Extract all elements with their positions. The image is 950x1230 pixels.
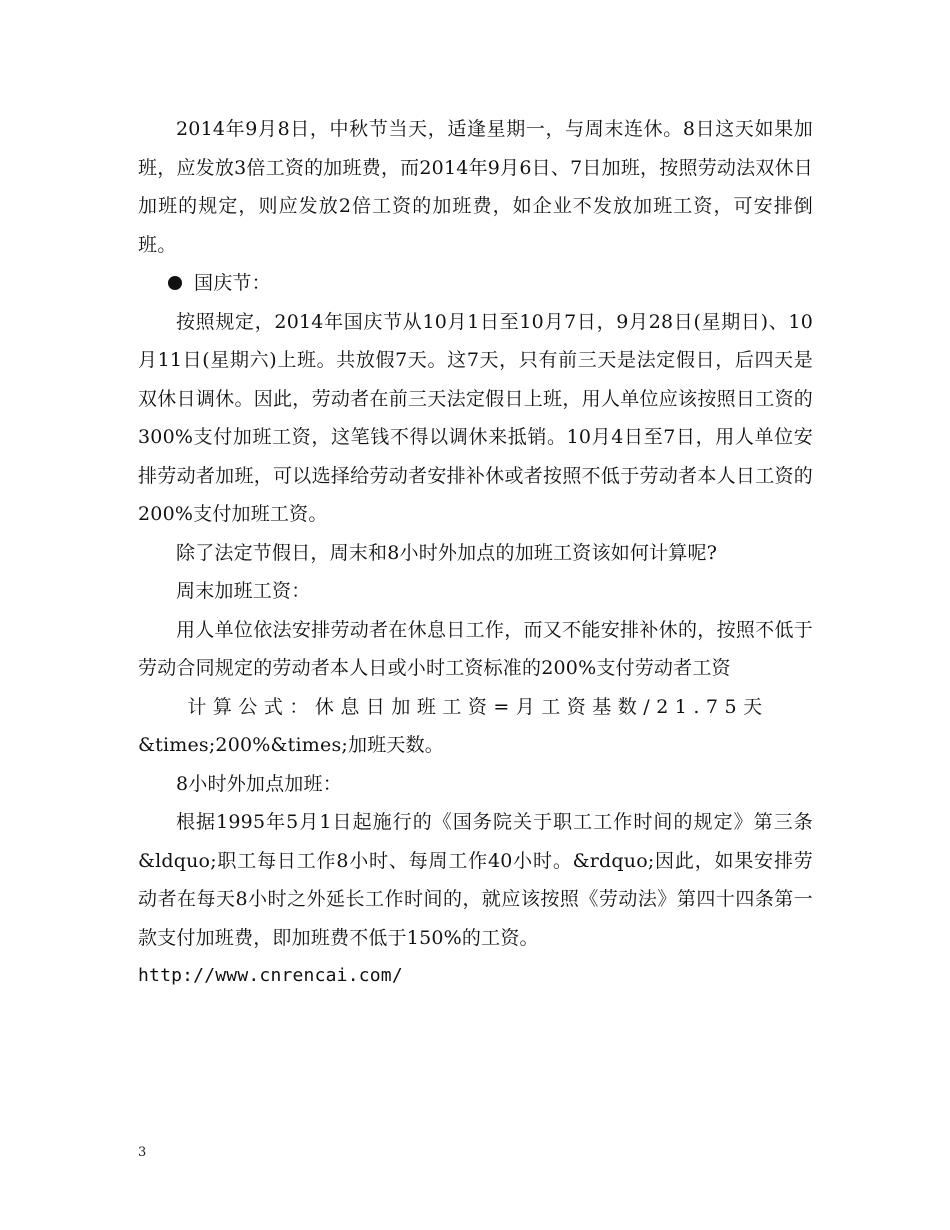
bullet-national-day bbox=[138, 264, 813, 303]
paragraph-national-day: 按照规定，2014年国庆节从10月1日至10月7日，9月28日(星期日)、10月11日(星期六)上班。共放假7天。这7天，只有前三天是法定假日，后四天是双休日调休。因此，劳动者在前三天法定假日上班，用人单位应该按照日工资的300%支付加班工资，这笔钱不得以调休来抵销。10月4日至7日，用人单位安排劳动者加班，可以选择给劳动者安排补休或者按照不低于劳动者本人日工资的200%支付加班工资。 bbox=[138, 310, 813, 525]
bullet-national-day-label: 国庆节： bbox=[194, 272, 271, 294]
formula-line: 计算公式：休息日加班工资=月工资基数/21.75天 bbox=[187, 695, 769, 718]
document-body bbox=[138, 110, 813, 996]
formula-line-continuation: &times;200%&times;加班天数。 bbox=[138, 734, 444, 756]
bullet-icon bbox=[168, 276, 182, 290]
paragraph-mid-autumn: 2014年9月8日，中秋节当天，适逢星期一，与周末连休。8日这天如果加班，应发放3倍工资的加班费，而2014年9月6日、7日加班，按照劳动法双休日加班的规定，则应发放2倍工资的加班费，如企业不发放加班工资，可安排倒班。 bbox=[138, 118, 813, 256]
heading-overtime-pay: 8小时外加点加班： bbox=[176, 772, 342, 795]
paragraph-overtime-rule: 根据1995年5月1日起施行的《国务院关于职工工作时间的规定》第三条&ldquo;职工每日工作8小时、每周工作40小时。&rdquo;因此，如果安排劳动者在每天8小时之外延长工作时间的，就应该按照《劳动法》第四十四条第一款支付加班费，即加班费不低于150%的工资。 bbox=[138, 811, 813, 949]
paragraph-question: 除了法定节假日，周末和8小时外加点的加班工资该如何计算呢? bbox=[176, 541, 718, 564]
source-url[interactable]: http://www.cnrencai.com/ bbox=[138, 965, 403, 986]
paragraph-weekend-rule: 用人单位依法安排劳动者在休息日工作，而又不能安排补休的，按照不低于劳动合同规定的劳动者本人日或小时工资标准的200%支付劳动者工资 bbox=[138, 618, 813, 679]
page-number: 3 bbox=[138, 1145, 147, 1160]
heading-weekend-pay: 周末加班工资： bbox=[176, 580, 311, 602]
